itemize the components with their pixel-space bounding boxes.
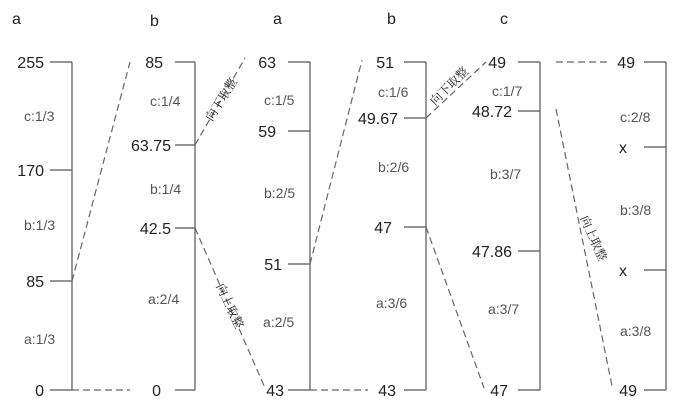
column-6-tick-label-1: x [619,140,627,157]
column-4-tick-label-2: 47 [374,220,392,237]
round-up-note-1: 向上取整 [213,281,247,331]
column-3-segment-a: a:2/5 [263,314,295,330]
round-up-note-2: 向上取整 [577,213,610,264]
column-6 [617,55,666,400]
column-1-header: a [12,11,21,28]
column-2-segment-c: c:1/4 [150,93,181,109]
column-5-header: c [500,11,508,28]
column-2-segment-b: b:1/4 [150,181,182,197]
column-3-segment-c: c:1/5 [264,92,295,108]
column-4-segment-a: a:3/6 [376,295,408,311]
column-2-tick-label-1: 63.75 [130,138,171,155]
column-6-tick-label-0: 49 [617,55,635,72]
column-5-segment-a: a:3/7 [488,301,520,317]
column-2-tick-label-3: 0 [152,383,161,400]
column-1-tick-label-0: 255 [17,55,44,72]
column-6-segment-c: c:2/8 [620,109,651,125]
column-5-tick-label-1: 48.72 [471,104,512,121]
column-4-tick-label-3: 43 [378,383,396,400]
column-2 [131,13,195,400]
column-1-tick-label-1: 170 [17,163,44,180]
round-down-note-1: 向下取整 [202,75,240,124]
column-6-segment-a: a:3/8 [620,323,652,339]
column-5 [472,11,540,400]
column-6-segment-b: b:3/8 [620,202,652,218]
column-1-segment-a: a:1/3 [24,331,56,347]
column-1-tick-label-3: 0 [35,383,44,400]
column-1-tick-label-2: 85 [26,274,44,291]
column-3-header: a [273,11,282,28]
column-5-tick-label-3: 47 [490,383,508,400]
column-3-segment-b: b:2/5 [264,185,296,201]
column-2-tick-label-0: 85 [145,55,163,72]
column-1-segment-b: b:1/3 [24,217,56,233]
column-4-segment-c: c:1/6 [378,84,409,100]
round-down-note-2: 向下取整 [427,64,472,109]
column-4-tick-label-1: 49.67 [357,111,398,128]
column-2-segment-a: a:2/4 [148,291,180,307]
column-3-tick-label-0: 63 [258,55,276,72]
connector-1-top [72,62,130,281]
column-2-tick-label-2: 42.5 [139,221,171,238]
column-3-tick-label-3: 43 [266,383,284,400]
column-1-segment-c: c:1/3 [24,108,55,124]
column-3-tick-label-2: 51 [264,257,282,274]
column-1 [12,11,72,400]
column-3 [258,11,310,400]
column-4 [358,11,426,400]
column-6-tick-label-3: 49 [619,383,637,400]
column-5-segment-c: c:1/7 [492,83,523,99]
column-3-tick-label-1: 59 [258,124,276,141]
column-5-tick-label-2: 47.86 [471,244,512,261]
column-5-tick-label-0: 49 [488,55,506,72]
column-5-segment-b: b:3/7 [490,166,522,182]
column-6-tick-label-2: x [619,263,627,280]
column-4-tick-label-0: 51 [376,55,394,72]
column-2-header: b [150,13,159,30]
column-4-header: b [387,11,396,28]
column-4-segment-b: b:2/6 [378,159,410,175]
connector-3-top [310,60,362,264]
